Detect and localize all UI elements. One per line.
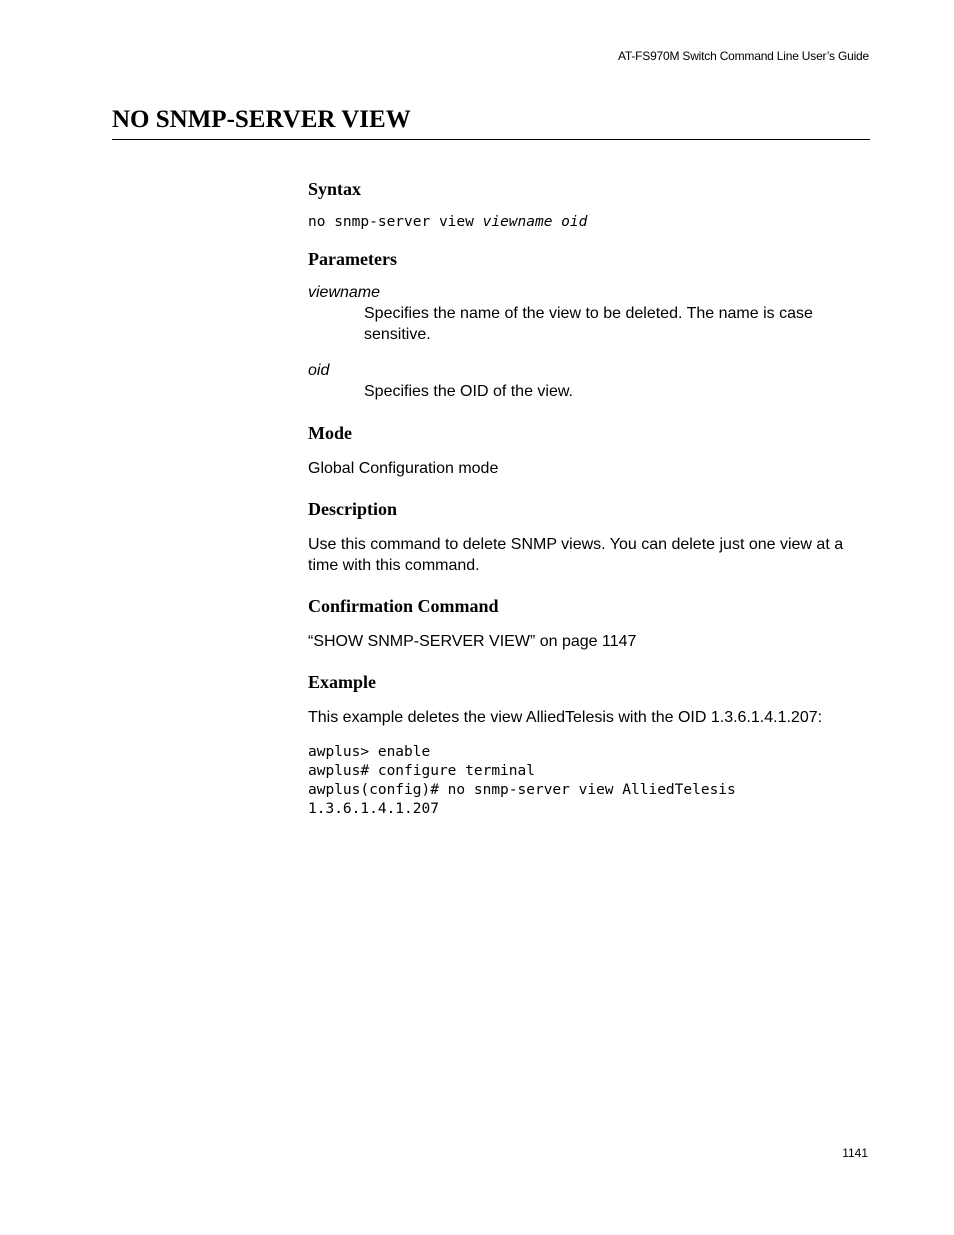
page-number: 1141 bbox=[842, 1146, 868, 1160]
param-desc-viewname: Specifies the name of the view to be deleted. The name is case sensitive. bbox=[364, 305, 813, 343]
description-text: Use this command to delete SNMP views. You can delete just one view at a time with this command. bbox=[308, 536, 844, 574]
mode-heading: Mode bbox=[308, 423, 352, 443]
syntax-command-text: no snmp-server view bbox=[308, 214, 474, 230]
description-heading: Description bbox=[308, 499, 397, 519]
syntax-heading: Syntax bbox=[308, 179, 362, 199]
confirmation-heading: Confirmation Command bbox=[308, 596, 499, 616]
syntax-command bbox=[308, 213, 870, 232]
running-header: AT-FS970M Switch Command Line User’s Guide bbox=[617, 49, 869, 63]
page-title: NO SNMP-SERVER VIEW bbox=[112, 106, 411, 133]
example-code-block bbox=[308, 743, 870, 819]
parameters-heading: Parameters bbox=[308, 249, 397, 269]
code-line: awplus(config)# no snmp-server view AlliedTelesis bbox=[308, 782, 736, 798]
param-name-oid: oid bbox=[308, 362, 330, 379]
example-text: This example deletes the view AlliedTelesis with the OID 1.3.6.1.4.1.207: bbox=[308, 709, 823, 726]
confirmation-link[interactable]: “SHOW SNMP-SERVER VIEW” on page 1147 bbox=[308, 633, 637, 650]
code-line: awplus# configure terminal bbox=[308, 763, 535, 779]
syntax-args: viewname oid bbox=[482, 214, 588, 230]
code-line: awplus> enable bbox=[308, 744, 431, 760]
param-desc-oid: Specifies the OID of the view. bbox=[364, 383, 573, 400]
code-line: 1.3.6.1.4.1.207 bbox=[308, 801, 439, 817]
example-heading: Example bbox=[308, 672, 377, 692]
mode-text: Global Configuration mode bbox=[308, 460, 499, 477]
content bbox=[308, 176, 870, 819]
title-rule bbox=[112, 139, 870, 140]
param-name-viewname: viewname bbox=[308, 284, 381, 301]
